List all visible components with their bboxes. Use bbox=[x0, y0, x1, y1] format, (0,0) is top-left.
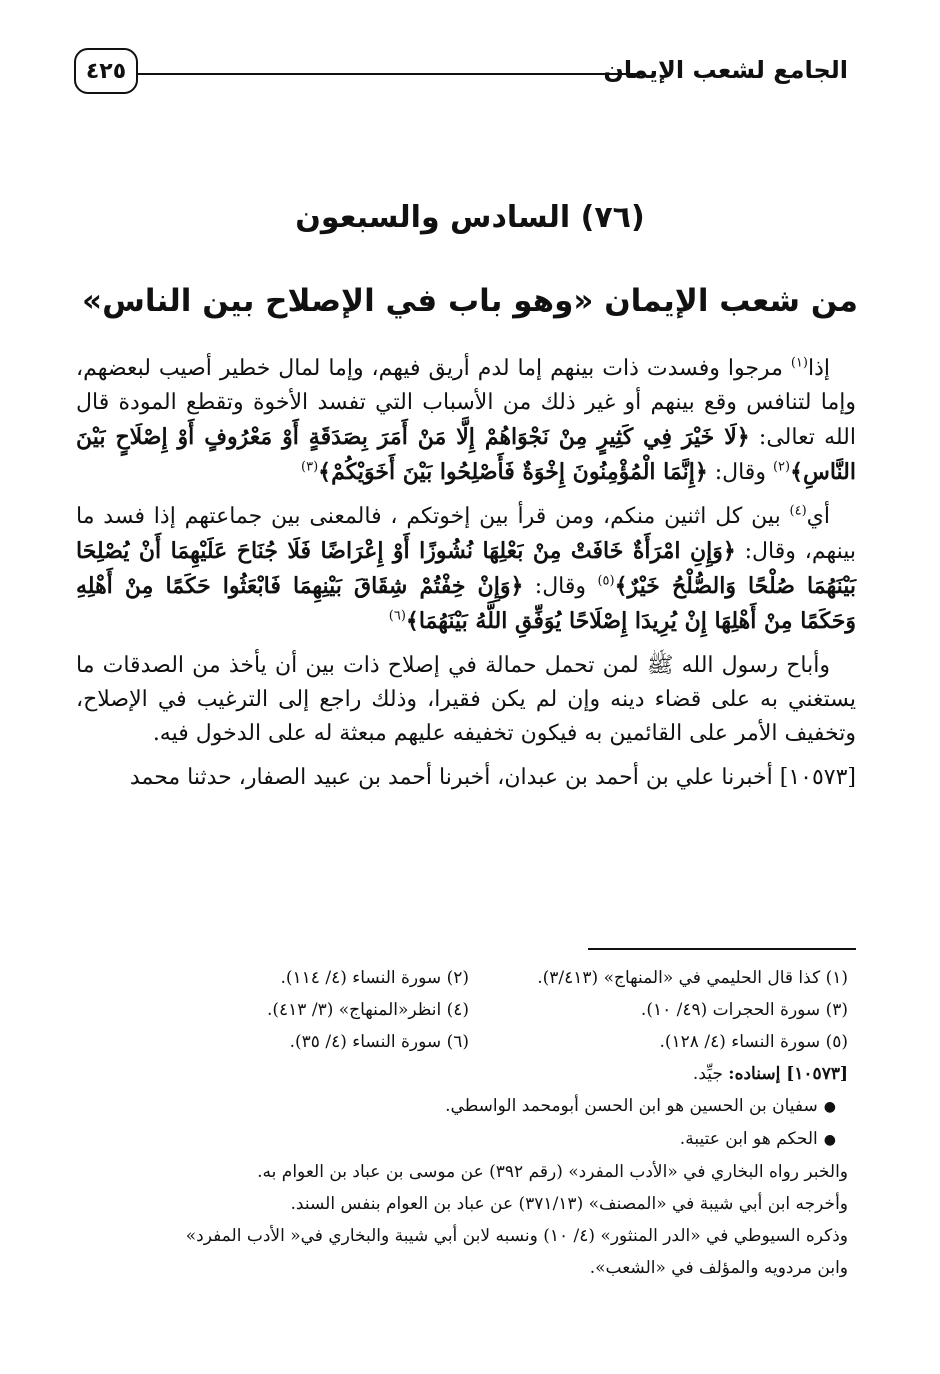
book-title: الجامع لشعب الإيمان bbox=[603, 56, 848, 84]
takhrij-line: والخبر رواه البخاري في «الأدب المفرد» (رقم ٣٩٢) عن موسى بن عباد بن العوام به. bbox=[257, 1162, 848, 1182]
footnote-ref-2: (٢) bbox=[772, 459, 791, 475]
bullet-icon: ● bbox=[823, 1132, 836, 1148]
quran-verse: ﴿وَإِنِ امْرَأَةٌ خَافَتْ مِنْ بَعْلِهَا نُشُوزًا أَوْ إِعْرَاضًا فَلَا جُنَاحَ عَلَيْهِمَا أَنْ يُصْلِحَا بَيْنَهُمَا صُلْحًا وَالصُّلْحُ خَيْرٌ﴾ bbox=[76, 538, 856, 599]
text-run: إذا bbox=[807, 356, 830, 381]
footnote-separator bbox=[588, 948, 856, 950]
footnote-ref-6: (٦) bbox=[388, 608, 406, 624]
footnote-1: (١) كذا قال الحليمي في «المنهاج» (٣/٤١٣). bbox=[537, 968, 848, 988]
footnote-ref-4: (٤) bbox=[789, 503, 807, 519]
takhrij-line: وذكره السيوطي في «الدر المنثور» (٤/ ١٠) ونسبه لابن أبي شيبة والبخاري في« الأدب المفرد» bbox=[185, 1226, 848, 1246]
text-run: بين كل اثنين منكم، ومن قرأ بين إخوتكم ، فالمعنى بين جماعتهم إذا فسد ما بينهم، وقال: bbox=[76, 504, 857, 564]
text-run: وقال: bbox=[523, 574, 598, 599]
chapter-number-heading: (٧٦) السادس والسبعون bbox=[295, 200, 645, 235]
bullet-text: الحكم هو ابن عتيبة. bbox=[679, 1129, 818, 1149]
bullet-text: سفيان بن الحسين هو ابن الحسن أبومحمد الواسطي. bbox=[445, 1096, 818, 1116]
paragraph-2 bbox=[76, 500, 856, 639]
quran-verse: ﴿إِنَّمَا الْمُؤْمِنُونَ إِخْوَةٌ فَأَصْلِحُوا بَيْنَ أَخَوَيْكُمْ﴾ bbox=[318, 459, 708, 485]
takhrij-label: [١٠٥٧٣] إسناده: bbox=[728, 1064, 848, 1084]
footnote-2: (٢) سورة النساء (٤/ ١١٤). bbox=[280, 968, 469, 988]
footnotes-grid bbox=[130, 962, 848, 1058]
takhrij-line: وأخرجه ابن أبي شيبة في «المصنف» (٣٧١/١٣) عن عباد بن العوام بنفس السند. bbox=[290, 1194, 848, 1214]
takhrij-line: وابن مردويه والمؤلف في «الشعب». bbox=[589, 1258, 848, 1278]
main-text bbox=[76, 352, 856, 795]
bullet-icon: ● bbox=[823, 1099, 836, 1115]
paragraph-1 bbox=[76, 352, 856, 490]
footnote-ref-1: (١) bbox=[790, 355, 808, 371]
quran-verse: ﴿وَإِنْ خِفْتُمْ شِقَاقَ بَيْنِهِمَا فَابْعَثُوا حَكَمًا مِنْ أَهْلِهِ وَحَكَمًا مِنْ أَهْلِهَا إِنْ يُرِيدَا إِصْلَاحًا يُوَفِّقِ اللَّهُ بَيْنَهُمَا﴾ bbox=[76, 573, 856, 634]
footnote-4: (٤) انظر«المنهاج» (٣/ ٤١٣). bbox=[266, 1000, 469, 1020]
footnote-ref-3: (٣) bbox=[301, 459, 319, 475]
text-run: مرجوا وفسدت ذات بينهم إما لدم أريق فيهم، وإما لمال خطير أصيب لبعضهم، وإما لتنافس وقع بينهم أو غير ذلك من الأسباب التي تفسد الأخوة وتقطع المودة قال الله تعالى: bbox=[76, 356, 856, 450]
footnote-ref-5: (٥) bbox=[597, 573, 615, 589]
takhrij-bullet bbox=[130, 1090, 848, 1123]
quran-verse: ﴿لَا خَيْرَ فِي كَثِيرٍ مِنْ نَجْوَاهُمْ إِلَّا مَنْ أَمَرَ بِصَدَقَةٍ أَوْ مَعْرُوفٍ أَوْ إِصْلَاحٍ بَيْنَ النَّاسِ﴾ bbox=[76, 424, 856, 485]
takhrij-bullet bbox=[130, 1123, 848, 1156]
footnote-5: (٥) سورة النساء (٤/ ١٢٨). bbox=[659, 1032, 848, 1052]
takhrij-grade: جيِّد. bbox=[692, 1064, 729, 1084]
takhrij-note bbox=[130, 1058, 848, 1284]
paragraph-3: وأباح رسول الله ﷺ لمن تحمل حمالة في إصلاح ذات بين أن يأخذ من الصدقات ما يستغني به على قضاء دينه وإن لم يكن فقيرا، وذلك راجع إلى الترغيب في الإصلاح، وتخفيف الأمر على القائمين به فيكون تخفيفه عليهم مبعثة له على الدخول فيه. bbox=[76, 653, 856, 746]
text-run: أي bbox=[806, 504, 830, 529]
header-rule bbox=[138, 73, 642, 75]
text-run: وقال: bbox=[707, 460, 773, 485]
isnad-line: [١٠٥٧٣] أخبرنا علي بن أحمد بن عبدان، أخبرنا أحمد بن عبيد الصفار، حدثنا محمد bbox=[129, 765, 856, 790]
takhrij-heading bbox=[130, 1058, 848, 1090]
page-number: ٤٢٥ bbox=[74, 48, 138, 94]
footnote-6: (٦) سورة النساء (٤/ ٣٥). bbox=[289, 1032, 469, 1052]
running-header bbox=[74, 42, 848, 104]
footnote-3: (٣) سورة الحجرات (٤٩/ ١٠). bbox=[640, 1000, 848, 1020]
footnotes-section bbox=[130, 962, 848, 1284]
chapter-subtitle-heading: من شعب الإيمان «وهو باب في الإصلاح بين الناس» bbox=[82, 283, 858, 319]
